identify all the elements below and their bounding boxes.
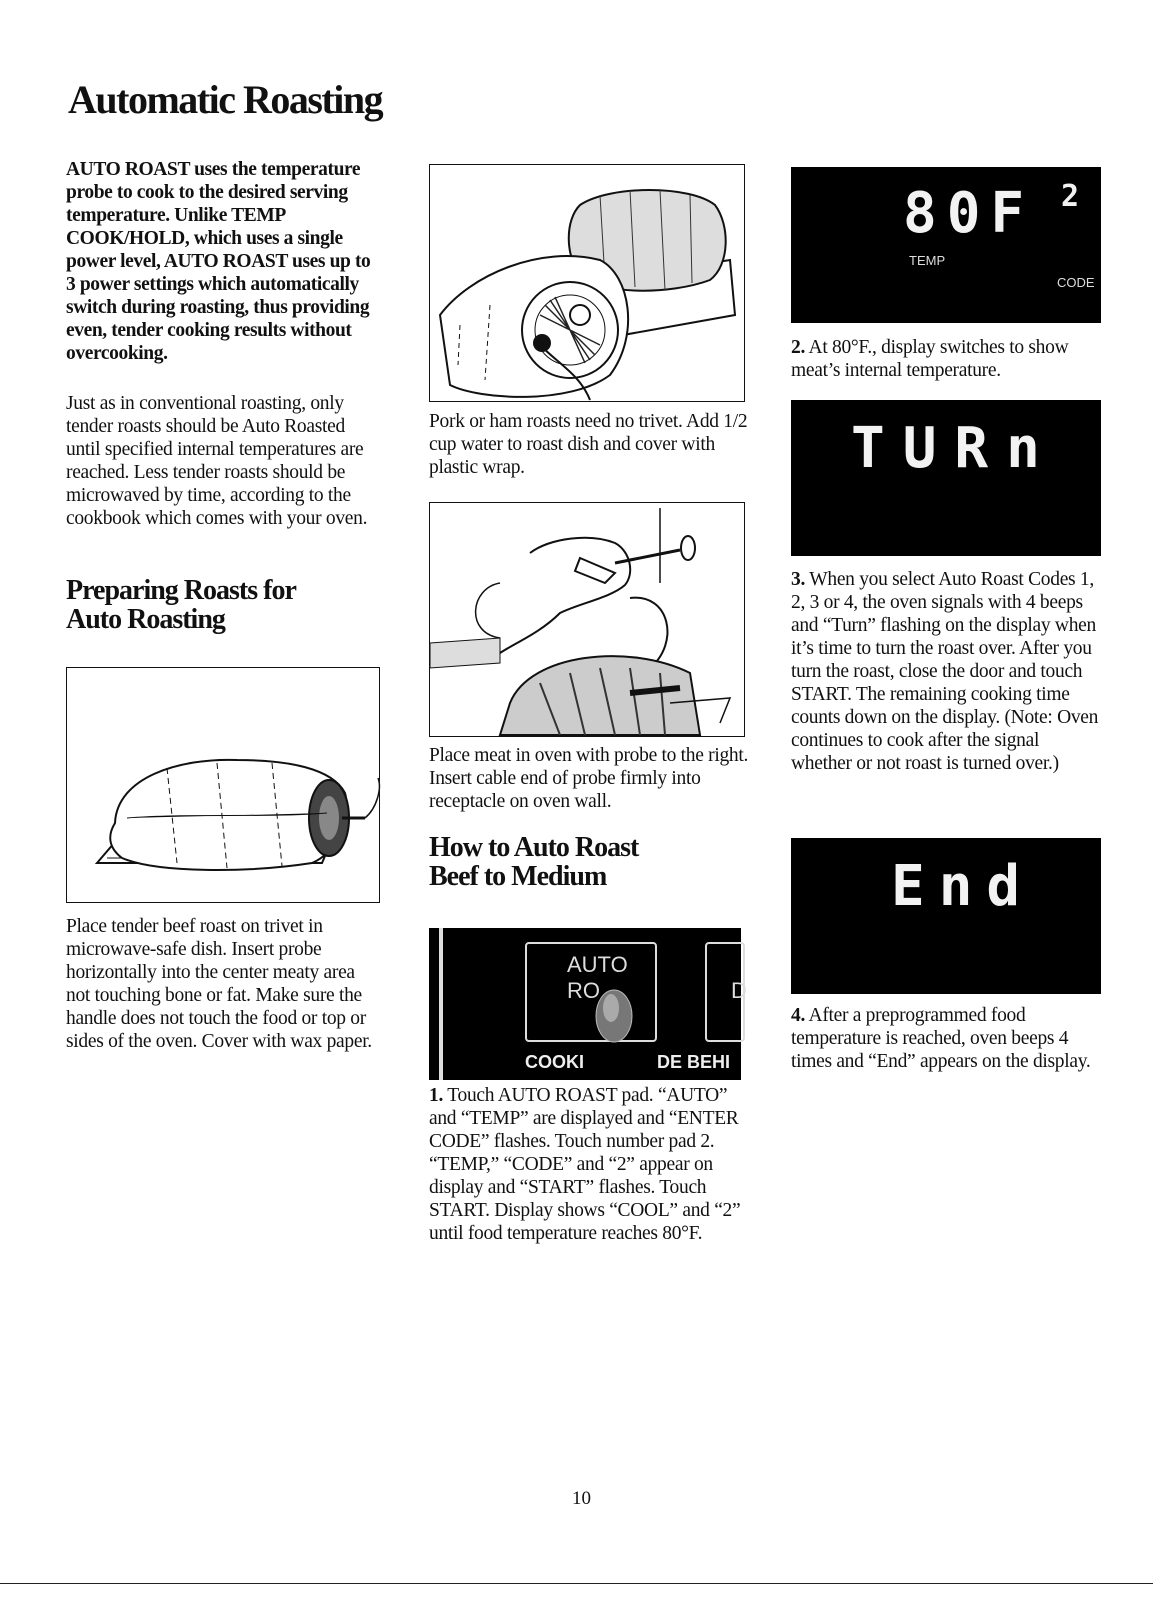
- display-code-digit: 2: [1061, 179, 1080, 214]
- display-turn-text: TURn: [851, 416, 1058, 481]
- finger-pointer-icon: [589, 978, 649, 1044]
- display-end: [791, 838, 1101, 994]
- pork-roast-drawing: [430, 165, 743, 400]
- pad-label-roast: RO: [567, 978, 600, 1003]
- howto-heading-line1: How to Auto Roast: [429, 832, 639, 863]
- step2-number: 2.: [791, 337, 806, 358]
- roast-on-trivet-drawing: [67, 668, 378, 901]
- preparing-heading: [66, 576, 376, 634]
- step1-text: Touch AUTO ROAST pad. “AUTO” and “TEMP” are displayed and “ENTER CODE” flashes. Touch number pad 2. “TEMP,” “CODE” and “2” appear on display and “START” flashes. Touch START. Display shows “COOL” and “2” until food temperature reaches 80°F.: [429, 1085, 741, 1244]
- intro-bold-paragraph: AUTO ROAST uses the temperature probe to cook to the desired serving temperature. Unlike TEMP COOK/HOLD, which uses a single power level, AUTO ROAST uses up to 3 power settings which automatically switch during roasting, thus providing even, tender cooking results without overcooking.: [66, 159, 371, 364]
- pad-label-auto: AUTO: [567, 952, 628, 977]
- probe-insertion-drawing: [430, 503, 743, 735]
- roast-on-trivet-illustration: [66, 667, 380, 903]
- display-turn: [791, 400, 1101, 556]
- preparing-caption: Place tender beef roast on trivet in microwave-safe dish. Insert probe horizontally into the center meaty area not touching bone or fat. Make sure the handle does not touch the food or top or sides of the oven. Cover with wax paper.: [66, 916, 372, 1052]
- display-80f-code-2: [791, 167, 1101, 323]
- auto-roast-pad[interactable]: [525, 942, 657, 1042]
- display-end-text: End: [891, 854, 1035, 919]
- strip-text-right: DE BEHI: [657, 1052, 731, 1072]
- probe-insertion-illustration: [429, 502, 745, 737]
- display-80f-digits: 80F: [903, 181, 1035, 246]
- pork-caption: Pork or ham roasts need no trivet. Add 1/2 cup water to roast dish and cover with plastic wrap.: [429, 411, 748, 478]
- footer-rule: [0, 1583, 1153, 1584]
- display-code-label: CODE: [1057, 275, 1095, 290]
- howto-heading-line2: Beef to Medium: [429, 861, 607, 892]
- page-number: 10: [572, 1488, 591, 1509]
- step4: [791, 1004, 1101, 1073]
- adjacent-pad-label: D: [731, 978, 747, 1003]
- step1: [429, 1084, 749, 1245]
- probe-caption: Place meat in oven with probe to the right. Insert cable end of probe firmly into receptacle on oven wall.: [429, 745, 749, 812]
- auto-roast-pad-photo: [429, 928, 747, 1080]
- pork-roast-illustration: [429, 164, 745, 402]
- preparing-heading-line1: Preparing Roasts for: [66, 575, 296, 606]
- step4-number: 4.: [791, 1005, 806, 1026]
- adjacent-pad[interactable]: [705, 942, 745, 1042]
- display-temp-label: TEMP: [909, 253, 946, 268]
- page-title: Automatic Roasting: [68, 77, 383, 122]
- step2-text: At 80°F., display switches to show meat’s internal temperature.: [791, 337, 1069, 381]
- step2: [791, 336, 1101, 382]
- panel-divider: [439, 928, 443, 1080]
- howto-heading: [429, 833, 749, 891]
- intro-paragraph: Just as in conventional roasting, only tender roasts should be Auto Roasted until specified internal temperatures are reached. Less tender roasts should be microwaved by time, according to the cookbook which comes with your oven.: [66, 393, 368, 529]
- strip-text-left: COOKI: [525, 1052, 585, 1072]
- step3-text: When you select Auto Roast Codes 1, 2, 3 or 4, the oven signals with 4 beeps and “Turn” flashing on the display when it’s time to turn the roast over. After you turn the roast, close the door and touch START. The remaining cooking time counts down on the display. (Note: Oven continues to cook after the signal whether or not roast is turned over.): [791, 569, 1099, 774]
- step3: [791, 568, 1101, 775]
- preparing-heading-line2: Auto Roasting: [66, 604, 225, 635]
- step4-text: After a preprogrammed food temperature is reached, oven beeps 4 times and “End” appears on the display.: [791, 1005, 1091, 1072]
- step3-number: 3.: [791, 569, 806, 590]
- step1-number: 1.: [429, 1085, 444, 1106]
